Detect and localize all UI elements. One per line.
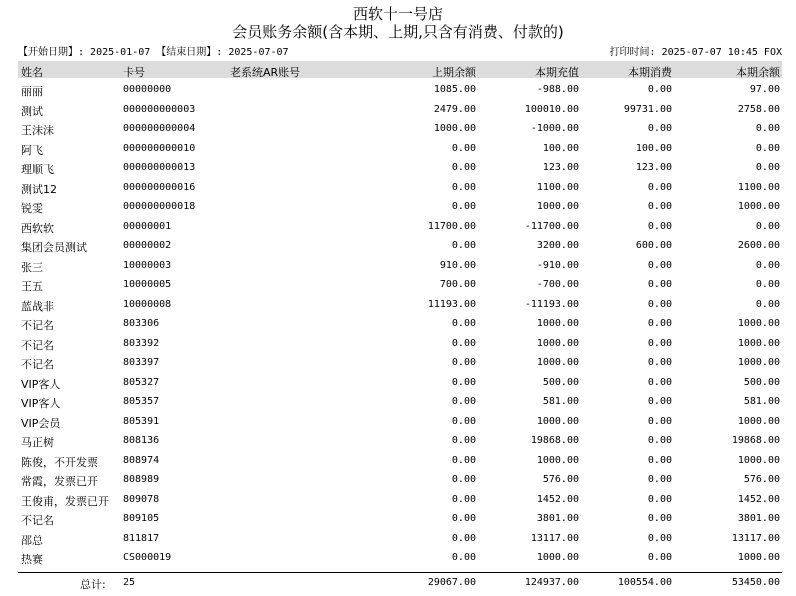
cell-card-number: 00000002 xyxy=(123,240,172,251)
cell-consume: 0.00 xyxy=(647,201,672,212)
column-header-consume: 本期消费 xyxy=(628,66,672,79)
cell-recharge: 100010.00 xyxy=(524,103,579,115)
cell-prev-balance: 0.00 xyxy=(451,396,476,407)
table-row xyxy=(18,236,782,256)
cell-recharge: -11193.00 xyxy=(524,298,579,310)
cell-recharge: 1000.00 xyxy=(536,415,579,427)
cell-consume: 0.00 xyxy=(647,474,672,485)
print-sep: : xyxy=(649,47,662,58)
cell-prev-balance: 1000.00 xyxy=(433,123,476,134)
cell-recharge: -988.00 xyxy=(536,84,579,95)
table-row xyxy=(18,100,782,120)
cell-prev-balance: 0.00 xyxy=(451,513,476,524)
cell-name: 王五 xyxy=(21,280,43,293)
cell-name: 常霞，发票已开 xyxy=(21,475,98,488)
total-count: 25 xyxy=(123,577,136,588)
cell-prev-balance: 0.00 xyxy=(451,435,476,446)
cell-name: 测试12 xyxy=(21,182,57,196)
end-sep: : xyxy=(216,47,229,58)
cell-balance: 2758.00 xyxy=(737,103,780,115)
cell-consume: 100.00 xyxy=(635,142,672,154)
cell-consume: 0.00 xyxy=(647,298,672,310)
cell-card-number: 000000000016 xyxy=(123,181,196,193)
table-row xyxy=(18,392,782,412)
cell-name: 张三 xyxy=(21,260,43,274)
cell-prev-balance: 0.00 xyxy=(451,552,476,563)
cell-consume: 0.00 xyxy=(647,435,672,446)
table-row xyxy=(18,334,782,354)
cell-consume: 0.00 xyxy=(647,259,672,271)
cell-name: 王俊甫，发票已开 xyxy=(21,494,109,508)
cell-recharge: 581.00 xyxy=(542,396,579,407)
cell-balance: 19868.00 xyxy=(731,435,780,446)
cell-consume: 600.00 xyxy=(635,240,672,251)
table-row xyxy=(18,548,782,568)
cell-prev-balance: 700.00 xyxy=(439,279,476,290)
cell-balance: 576.00 xyxy=(743,474,780,485)
cell-recharge: 19868.00 xyxy=(530,435,579,446)
cell-card-number: 00000000 xyxy=(123,84,172,95)
total-label: 总计: xyxy=(80,578,106,591)
cell-balance: 1000.00 xyxy=(737,337,780,349)
cell-balance: 500.00 xyxy=(743,376,780,388)
cell-prev-balance: 11700.00 xyxy=(427,220,476,232)
cell-prev-balance: 0.00 xyxy=(451,142,476,154)
cell-card-number: 803397 xyxy=(123,357,160,368)
cell-recharge: 1000.00 xyxy=(536,337,579,349)
cell-name: 马正树 xyxy=(21,436,54,449)
cell-card-number: 808989 xyxy=(123,474,160,485)
table-row xyxy=(18,119,782,139)
cell-balance: 1000.00 xyxy=(737,318,780,329)
cell-consume: 99731.00 xyxy=(623,103,672,115)
cell-balance: 581.00 xyxy=(743,396,780,407)
cell-prev-balance: 0.00 xyxy=(451,240,476,251)
cell-balance: 13117.00 xyxy=(731,532,780,544)
cell-prev-balance: 0.00 xyxy=(451,181,476,193)
cell-card-number: 803392 xyxy=(123,337,160,349)
cell-card-number: 10000003 xyxy=(123,259,172,271)
cell-balance: 0.00 xyxy=(755,298,780,310)
cell-prev-balance: 0.00 xyxy=(451,474,476,485)
table-row xyxy=(18,217,782,237)
cell-consume: 0.00 xyxy=(647,396,672,407)
start-sep: : xyxy=(78,47,91,58)
cell-consume: 0.00 xyxy=(647,376,672,388)
cell-card-number: 10000005 xyxy=(123,279,172,290)
table-body xyxy=(18,80,782,568)
cell-consume: 0.00 xyxy=(647,532,672,544)
cell-consume: 0.00 xyxy=(647,318,672,329)
cell-balance: 0.00 xyxy=(755,220,780,232)
cell-prev-balance: 11193.00 xyxy=(427,298,476,310)
cell-prev-balance: 0.00 xyxy=(451,357,476,368)
cell-recharge: -1000.00 xyxy=(530,123,579,134)
cell-consume: 0.00 xyxy=(647,84,672,95)
cell-recharge: 1000.00 xyxy=(536,454,579,466)
cell-consume: 0.00 xyxy=(647,337,672,349)
cell-balance: 0.00 xyxy=(755,142,780,154)
cell-recharge: 13117.00 xyxy=(530,532,579,544)
cell-prev-balance: 0.00 xyxy=(451,201,476,212)
cell-card-number: 000000000018 xyxy=(123,201,196,212)
cell-recharge: 1000.00 xyxy=(536,318,579,329)
cell-recharge: 123.00 xyxy=(542,162,579,173)
cell-name: 测试 xyxy=(21,104,43,118)
print-time-line xyxy=(610,43,782,58)
cell-consume: 0.00 xyxy=(647,357,672,368)
cell-balance: 1000.00 xyxy=(737,552,780,563)
cell-card-number: 808974 xyxy=(123,454,160,466)
total-divider xyxy=(18,572,782,573)
cell-recharge: 1100.00 xyxy=(536,181,579,193)
table-row xyxy=(18,256,782,276)
cell-name: 锐雯 xyxy=(21,202,43,215)
cell-card-number: 000000000010 xyxy=(123,142,196,154)
table-row xyxy=(18,353,782,373)
cell-name: 阿飞 xyxy=(21,143,43,157)
cell-consume: 0.00 xyxy=(647,552,672,563)
cell-prev-balance: 0.00 xyxy=(451,337,476,349)
table-row xyxy=(18,275,782,295)
table-row xyxy=(18,451,782,471)
cell-name: 不记名 xyxy=(21,319,54,332)
cell-name: VIP客人 xyxy=(21,397,61,410)
total-row xyxy=(18,576,782,593)
cell-balance: 1100.00 xyxy=(737,181,780,193)
cell-recharge: 1000.00 xyxy=(536,552,579,563)
cell-card-number: CS000019 xyxy=(123,552,172,563)
cell-card-number: 808136 xyxy=(123,435,160,446)
table-row xyxy=(18,529,782,549)
cell-recharge: 1452.00 xyxy=(536,493,579,505)
cell-card-number: 000000000013 xyxy=(123,162,196,173)
cell-consume: 0.00 xyxy=(647,181,672,193)
cell-card-number: 809105 xyxy=(123,513,160,524)
cell-card-number: 000000000004 xyxy=(123,123,196,134)
cell-consume: 0.00 xyxy=(647,415,672,427)
cell-card-number: 809078 xyxy=(123,493,160,505)
column-header-card: 卡号 xyxy=(123,66,145,79)
table-row xyxy=(18,314,782,334)
cell-recharge: -11700.00 xyxy=(524,220,579,232)
cell-prev-balance: 0.00 xyxy=(451,493,476,505)
column-header-ar-account: 老系统AR账号 xyxy=(230,66,301,79)
cell-name: 邵总 xyxy=(21,533,43,547)
cell-balance: 0.00 xyxy=(755,279,780,290)
cell-name: 集团会员测试 xyxy=(21,241,87,254)
cell-card-number: 10000008 xyxy=(123,298,172,310)
column-header-prev-balance: 上期余额 xyxy=(432,66,476,79)
cell-card-number: 811817 xyxy=(123,532,160,544)
table-row xyxy=(18,490,782,510)
cell-name: 陈俊，不开发票 xyxy=(21,455,98,469)
total-balance: 53450.00 xyxy=(731,577,780,588)
cell-name: 不记名 xyxy=(21,514,54,527)
cell-consume: 0.00 xyxy=(647,513,672,524)
date-range xyxy=(18,43,289,58)
cell-recharge: 500.00 xyxy=(542,376,579,388)
table-row xyxy=(18,178,782,198)
cell-card-number: 000000000003 xyxy=(123,103,196,115)
total-recharge: 124937.00 xyxy=(524,577,579,588)
cell-card-number: 805327 xyxy=(123,376,160,388)
table-row xyxy=(18,80,782,100)
column-header-recharge: 本期充值 xyxy=(535,66,579,79)
table-row xyxy=(18,431,782,451)
start-date: 2025-01-07 xyxy=(90,47,151,58)
cell-consume: 123.00 xyxy=(635,162,672,173)
total-prev-balance: 29067.00 xyxy=(427,577,476,588)
column-header-balance: 本期余额 xyxy=(736,66,780,79)
cell-balance: 97.00 xyxy=(749,84,780,95)
cell-name: 理顺飞 xyxy=(21,163,54,176)
table-row xyxy=(18,295,782,315)
table-row xyxy=(18,509,782,529)
print-label: 打印时间 xyxy=(609,47,650,58)
table-row xyxy=(18,158,782,178)
cell-balance: 1000.00 xyxy=(737,415,780,427)
cell-balance: 2600.00 xyxy=(737,240,780,251)
cell-balance: 0.00 xyxy=(755,123,780,134)
cell-consume: 0.00 xyxy=(647,123,672,134)
cell-consume: 0.00 xyxy=(647,493,672,505)
end-label: 【结束日期】 xyxy=(156,47,217,58)
cell-prev-balance: 0.00 xyxy=(451,454,476,466)
total-consume: 100554.00 xyxy=(617,577,672,588)
table-header xyxy=(18,61,782,78)
cell-name: VIP会员 xyxy=(21,416,61,430)
cell-prev-balance: 910.00 xyxy=(439,259,476,271)
cell-name: 王沫沫 xyxy=(21,124,54,137)
cell-balance: 0.00 xyxy=(755,259,780,271)
cell-prev-balance: 0.00 xyxy=(451,318,476,329)
cell-card-number: 803306 xyxy=(123,318,160,329)
cell-consume: 0.00 xyxy=(647,454,672,466)
cell-prev-balance: 1085.00 xyxy=(433,84,476,95)
table-row xyxy=(18,197,782,217)
cell-prev-balance: 0.00 xyxy=(451,376,476,388)
cell-prev-balance: 0.00 xyxy=(451,532,476,544)
cell-name: 不记名 xyxy=(21,358,54,371)
report-title: 会员账务余额(含本期、上期,只含有消费、付款的) xyxy=(232,23,564,41)
store-name: 西软十一号店 xyxy=(352,5,443,23)
cell-recharge: 1000.00 xyxy=(536,357,579,368)
cell-balance: 1000.00 xyxy=(737,357,780,368)
cell-card-number: 805357 xyxy=(123,396,160,407)
cell-card-number: 805391 xyxy=(123,415,160,427)
cell-balance: 1000.00 xyxy=(737,454,780,466)
print-time: 2025-07-07 10:45 FOX xyxy=(661,47,782,58)
cell-recharge: 100.00 xyxy=(542,142,579,154)
cell-name: VIP客人 xyxy=(21,377,61,391)
table-row xyxy=(18,412,782,432)
cell-balance: 1000.00 xyxy=(737,201,780,212)
cell-card-number: 00000001 xyxy=(123,220,172,232)
start-label: 【开始日期】 xyxy=(18,47,78,58)
cell-recharge: 3801.00 xyxy=(536,513,579,524)
cell-prev-balance: 2479.00 xyxy=(433,103,476,115)
cell-name: 不记名 xyxy=(21,338,54,352)
cell-recharge: -910.00 xyxy=(536,259,579,271)
cell-balance: 1452.00 xyxy=(737,493,780,505)
column-header-name: 姓名 xyxy=(21,66,43,79)
cell-consume: 0.00 xyxy=(647,279,672,290)
cell-recharge: 576.00 xyxy=(542,474,579,485)
cell-name: 热赛 xyxy=(21,553,43,566)
cell-recharge: 1000.00 xyxy=(536,201,579,212)
cell-name: 丽丽 xyxy=(21,85,43,98)
end-date: 2025-07-07 xyxy=(228,47,289,58)
cell-consume: 0.00 xyxy=(647,220,672,232)
cell-balance: 3801.00 xyxy=(737,513,780,524)
cell-recharge: 3200.00 xyxy=(536,240,579,251)
table-row xyxy=(18,139,782,159)
cell-recharge: -700.00 xyxy=(536,279,579,290)
table-row xyxy=(18,470,782,490)
cell-prev-balance: 0.00 xyxy=(451,415,476,427)
cell-balance: 0.00 xyxy=(755,162,780,173)
table-row xyxy=(18,373,782,393)
cell-name: 西软软 xyxy=(21,221,54,235)
cell-name: 蓝战非 xyxy=(21,299,54,313)
cell-prev-balance: 0.00 xyxy=(451,162,476,173)
